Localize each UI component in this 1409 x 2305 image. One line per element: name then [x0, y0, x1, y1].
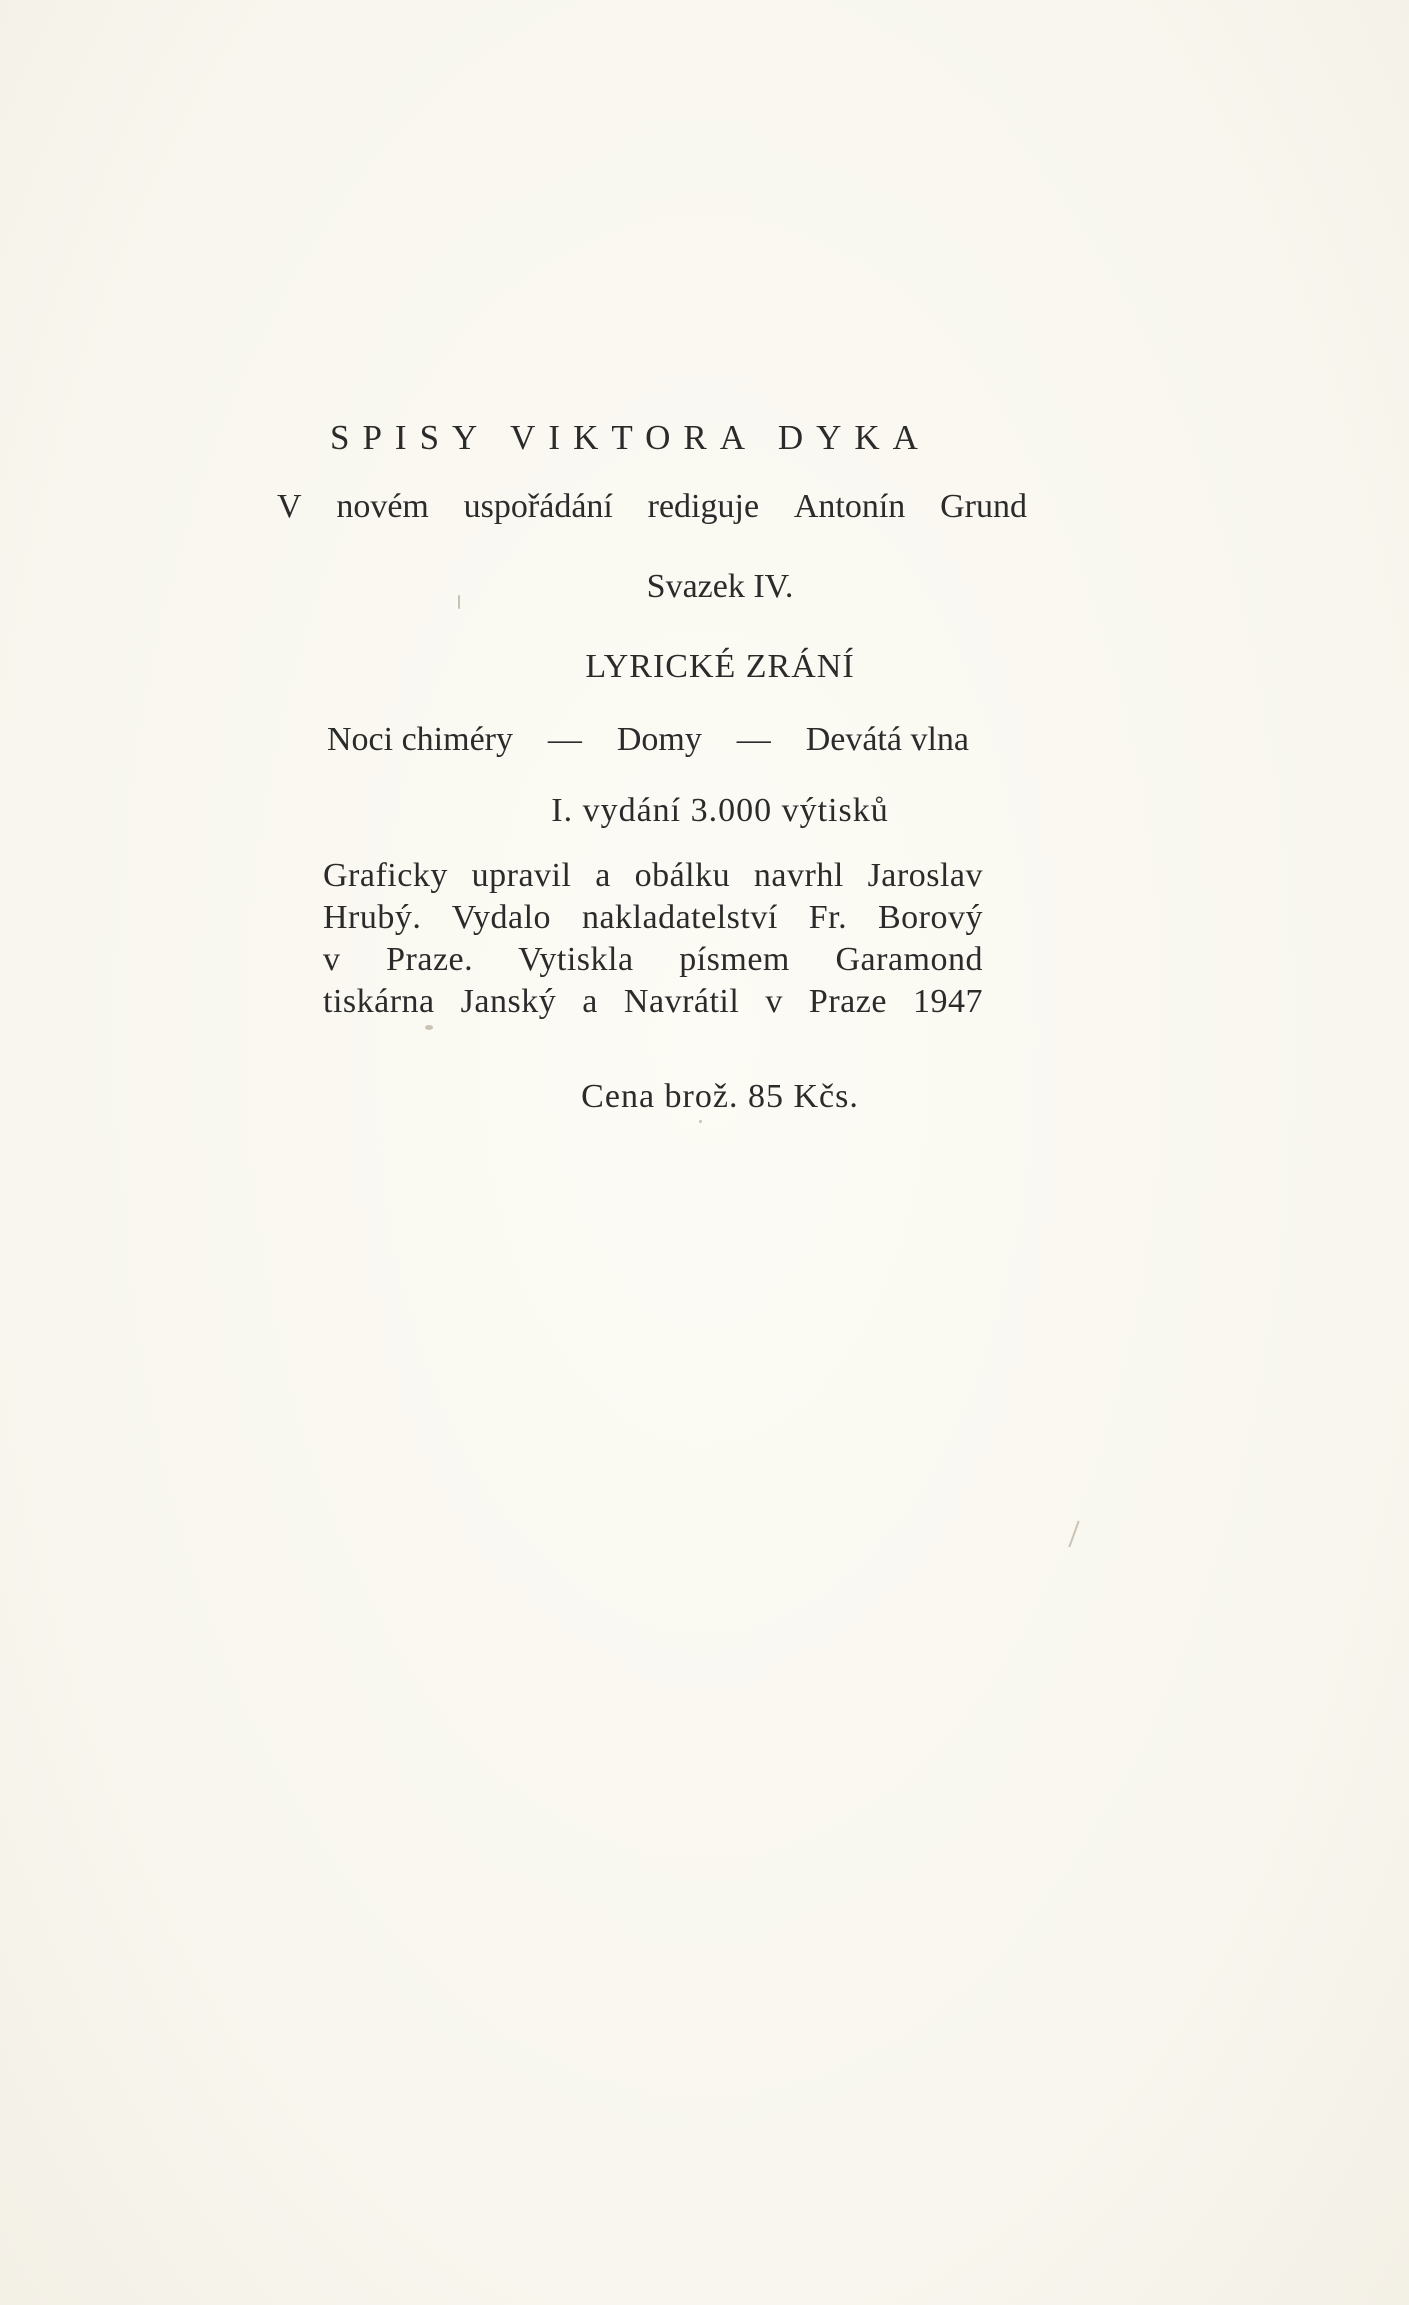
editor-word: V: [277, 488, 302, 525]
paper-speck: [425, 1025, 433, 1030]
editor-word: Antonín: [793, 488, 906, 525]
editor-line: [277, 490, 1027, 524]
paper-speck: [699, 1120, 702, 1123]
edition-info: I. vydání 3.000 výtisků: [551, 792, 889, 829]
editor-word: novém: [336, 488, 429, 525]
contents-item: Noci chiméry: [327, 721, 513, 758]
colophon-line: tiskárna Janský a Navrátil v Praze 1947: [323, 983, 983, 1020]
editor-word: Grund: [940, 488, 1027, 525]
price-line: Cena brož. 85 Kčs.: [581, 1078, 859, 1115]
contents-item: Domy: [616, 721, 702, 758]
series-title: SPISY VIKTORA DYKA: [330, 418, 931, 457]
book-title: LYRICKÉ ZRÁNÍ: [585, 648, 855, 685]
editor-word: uspořádání: [463, 488, 613, 525]
contents-line: [327, 723, 969, 757]
colophon-line: Graficky upravil a obálku navrhl Jaroslav: [323, 857, 983, 894]
colophon: [323, 855, 983, 1023]
colophon-line: v Praze. Vytiskla písmem Garamond: [323, 941, 983, 978]
colophon-line: Hrubý. Vydalo nakladatelství Fr. Borový: [323, 899, 983, 936]
contents-separator: —: [547, 721, 582, 758]
paper-speck: [1068, 1521, 1079, 1548]
paper-speck: [458, 595, 460, 609]
editor-word: rediguje: [647, 488, 760, 525]
volume-number: Svazek IV.: [646, 568, 794, 605]
contents-separator: —: [736, 721, 771, 758]
contents-item: Devátá vlna: [805, 721, 969, 758]
